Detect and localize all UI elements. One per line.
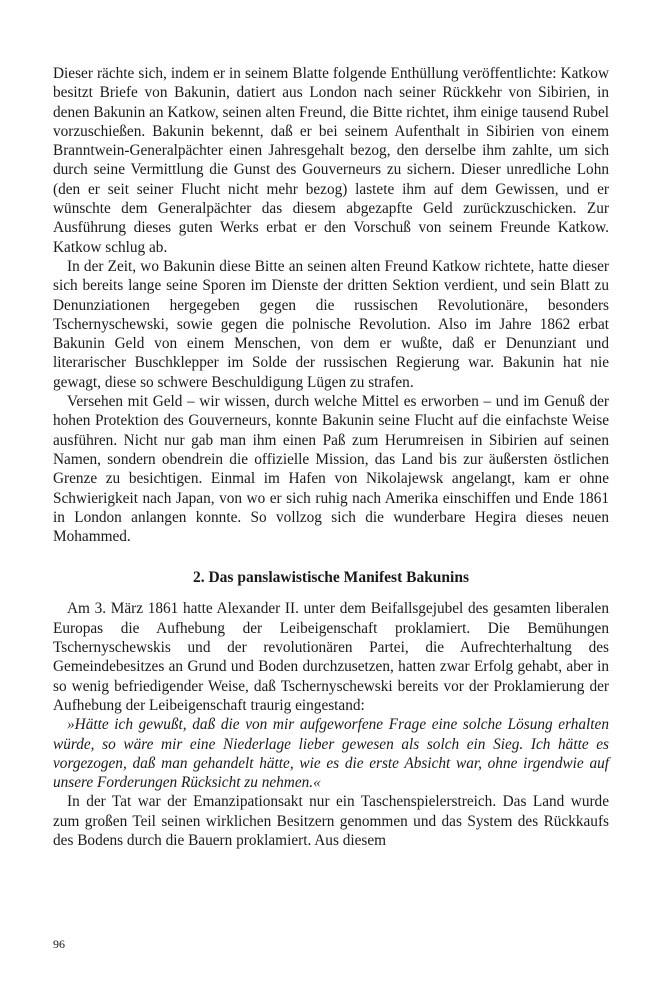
paragraph: Am 3. März 1861 hatte Alexander II. unter dem Beifallsgejubel des gesamten liberalen Europas die Aufhebung der Leibeigenschaft proklamiert. Die Bemühungen Tschernyschewskis und der revolutionären Partei, die Aufrechterhaltung des Gemeindebesitzes an Grund und Boden durchzusetzen, hatten zwar Erfolg gehabt, aber in so wenig befriedigender Weise, daß Tschernyschewski bereits vor der Proklamierung der Aufhebung der Leibeigenschaft traurig eingestand: [53, 600, 609, 714]
paragraph: Versehen mit Geld – wir wissen, durch welche Mittel es erworben – und im Genuß der hohen Protektion des Gouverneurs, konnte Bakunin seine Flucht auf die einfachste Weise ausführen. Nicht nur gab man ihm einen Paß zum Herumreisen in Sibirien auf seinen Namen, sondern obendrein die offizielle Mission, das Land bis zur äußersten östlichen Grenze zu besichtigen. Einmal im Hafen von Nikolajewsk angelangt, kam er ohne Schwierigkeit nach Japan, von wo er sich ruhig nach Amerika einschiffen und Ende 1861 in London anlangen konnte. So vollzog sich die wunderbare Hegira dieses neuen Mohammed. [53, 393, 609, 546]
section-heading: 2. Das panslawistische Manifest Bakunins [192, 569, 470, 587]
page-body [53, 64, 609, 850]
paragraph: In der Tat war der Emanzipationsakt nur ein Taschenspielerstreich. Das Land wurde zum großen Teil seinen wirklichen Besitzern genommen und das System des Rückkaufs des Bodens durch die Bauern proklamiert. Aus diesem [53, 793, 609, 849]
block-quote: »Hätte ich gewußt, daß die von mir aufgeworfene Frage eine solche Lösung erhalten würde, so wäre mir eine Niederlage lieber gewesen als solch ein Sieg. Ich hätte es vorgezogen, daß man gehandelt hätte, wie es die erste Absicht war, ohne irgendwie auf unsere Forderungen Rücksicht zu nehmen.« [53, 716, 609, 792]
page-number: 96 [53, 937, 65, 951]
paragraph: In der Zeit, wo Bakunin diese Bitte an seinen alten Freund Katkow richtete, hatte dieser sich bereits lange seine Sporen im Dienste der dritten Sektion verdient, und sein Blatt zu Denunziationen hergegeben gegen die russischen Revolutionäre, besonders Tschernyschewski, sowie gegen die polnische Revolution. Also im Jahre 1862 erbat Bakunin Geld von einem Menschen, von dem er wußte, daß er Denunziant und literarischer Buschklepper im Solde der russischen Regierung war. Bakunin hat nie gewagt, diese so schwere Beschuldigung Lügen zu strafen. [53, 257, 609, 391]
paragraph: Dieser rächte sich, indem er in seinem Blatte folgende Enthüllung veröffentlichte: Katkow besitzt Briefe von Bakunin, datiert aus London nach seiner Rückkehr von Sibirien, in denen Bakunin an Katkow, seinen alten Freund, die Bitte richtet, ihm einige tausend Rubel vorzuschießen. Bakunin bekennt, daß er bei seinem Aufenthalt in Sibirien von einem Branntwein-Generalpächter einen Jahresgehalt bezog, den derselbe ihm zahlte, um sich durch seine Vermittlung die Gunst des Gouverneurs zu sichern. Dieser unredliche Lohn (den er seit seiner Flucht nicht mehr bezog) lastete ihm auf dem Gewissen, und er wünschte dem Generalpächter das diesem abgezapfte Geld zurückzuschicken. Zur Ausführung dieses guten Werks erbat er den Vorschuß von seinem Freunde Katkow. Katkow schlug ab. [53, 65, 609, 256]
